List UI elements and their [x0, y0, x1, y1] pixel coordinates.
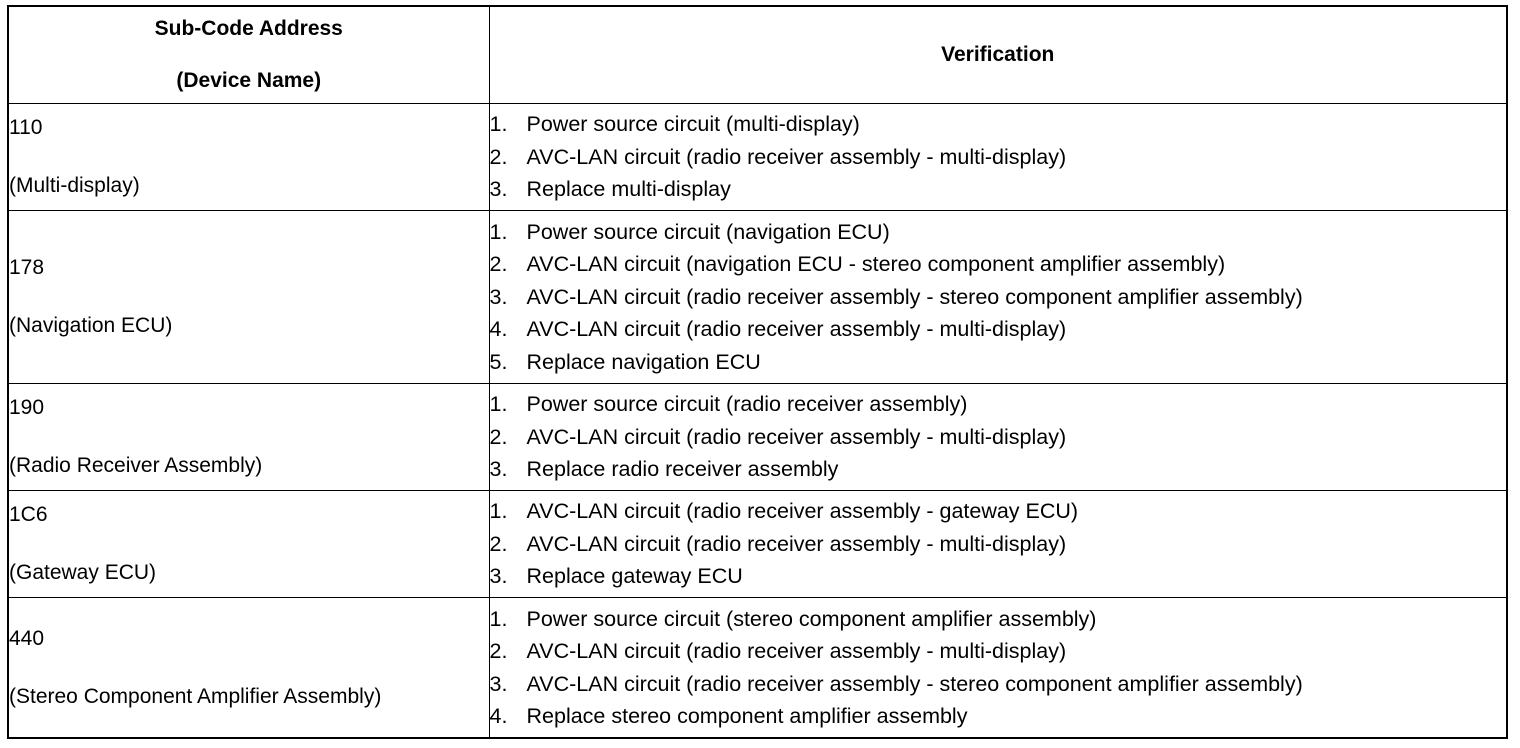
- verification-cell: [489, 104, 1507, 211]
- verification-cell: [489, 211, 1507, 384]
- device-name: (Multi-display): [9, 174, 140, 197]
- step-number: 3.: [489, 671, 508, 696]
- header-sub-code-address: [8, 6, 489, 104]
- table-row: [8, 384, 1507, 491]
- step-text: Power source circuit (multi-display): [526, 112, 860, 137]
- step-text: AVC-LAN circuit (radio receiver assembly - multi-display): [526, 424, 1067, 449]
- sub-code: 190: [9, 396, 45, 419]
- table-row: [8, 491, 1507, 598]
- step-number: 4.: [489, 704, 508, 728]
- step-number: 2.: [489, 531, 508, 556]
- device-name: (Radio Receiver Assembly): [9, 454, 263, 477]
- device-name: (Gateway ECU): [9, 561, 157, 584]
- list-item: [490, 108, 1507, 141]
- step-number: 3.: [489, 177, 508, 202]
- sub-code: 440: [9, 626, 45, 650]
- verification-steps: [490, 495, 1507, 593]
- step-text: Power source circuit (navigation ECU): [526, 219, 890, 244]
- step-text: AVC-LAN circuit (radio receiver assembly - stereo component amplifier assembly): [526, 284, 1303, 309]
- header-address-label: Sub-Code Address: [154, 17, 343, 40]
- verification-steps: [490, 388, 1507, 486]
- step-text: AVC-LAN circuit (radio receiver assembly - multi-display): [526, 531, 1067, 556]
- list-item: [490, 388, 1507, 421]
- step-text: Power source circuit (radio receiver assembly): [526, 392, 968, 417]
- step-number: 3.: [489, 284, 508, 309]
- verification-steps: [490, 603, 1507, 733]
- step-text: Replace navigation ECU: [526, 349, 761, 374]
- list-item: [490, 635, 1507, 668]
- subcode-verification-table: [7, 5, 1508, 739]
- step-text: AVC-LAN circuit (radio receiver assembly - gateway ECU): [526, 499, 1079, 524]
- list-item: [490, 603, 1507, 636]
- step-number: 1.: [489, 219, 508, 244]
- device-name: (Navigation ECU): [9, 314, 173, 337]
- step-text: AVC-LAN circuit (navigation ECU - stereo component amplifier assembly): [526, 252, 1226, 277]
- address-cell: [8, 598, 489, 739]
- header-device-name-label: (Device Name): [176, 69, 322, 92]
- list-item: [490, 216, 1507, 249]
- step-text: AVC-LAN circuit (radio receiver assembly - multi-display): [526, 144, 1067, 169]
- step-number: 2.: [489, 144, 508, 169]
- step-number: 1.: [489, 112, 508, 137]
- verification-cell: [489, 491, 1507, 598]
- sub-code: 110: [9, 116, 43, 139]
- address-cell: [8, 491, 489, 598]
- list-item: [490, 421, 1507, 454]
- step-text: Replace gateway ECU: [526, 564, 743, 589]
- table-header-row: [8, 6, 1507, 104]
- step-number: 2.: [489, 639, 508, 663]
- address-cell: [8, 384, 489, 491]
- table-row: [8, 211, 1507, 384]
- device-name: (Stereo Component Amplifier Assembly): [9, 684, 382, 708]
- step-number: 1.: [489, 606, 508, 631]
- list-item: [490, 700, 1507, 733]
- step-number: 2.: [489, 252, 508, 277]
- list-item: [490, 495, 1507, 528]
- step-text: AVC-LAN circuit (radio receiver assembly - stereo component amplifier assembly): [526, 671, 1303, 696]
- list-item: [490, 453, 1507, 486]
- list-item: [490, 248, 1507, 281]
- step-text: Replace radio receiver assembly: [526, 457, 839, 482]
- step-text: Replace stereo component amplifier assembly: [526, 704, 968, 728]
- step-number: 3.: [489, 564, 508, 589]
- table-row: [8, 598, 1507, 739]
- step-number: 1.: [489, 392, 508, 417]
- verification-cell: [489, 384, 1507, 491]
- sub-code: 1C6: [9, 503, 48, 526]
- verification-steps: [490, 108, 1507, 206]
- step-number: 2.: [489, 424, 508, 449]
- step-text: AVC-LAN circuit (radio receiver assembly - multi-display): [526, 317, 1067, 342]
- header-verification: Verification: [489, 6, 1507, 104]
- list-item: [490, 528, 1507, 561]
- step-number: 1.: [489, 499, 508, 524]
- step-number: 5.: [489, 349, 508, 374]
- list-item: [490, 313, 1507, 346]
- list-item: [490, 668, 1507, 701]
- list-item: [490, 173, 1507, 206]
- list-item: [490, 281, 1507, 314]
- step-text: Replace multi-display: [526, 177, 731, 202]
- address-cell: [8, 211, 489, 384]
- list-item: [490, 346, 1507, 379]
- sub-code: 178: [9, 256, 45, 279]
- step-text: AVC-LAN circuit (radio receiver assembly - multi-display): [526, 639, 1067, 663]
- address-cell: [8, 104, 489, 211]
- step-text: Power source circuit (stereo component amplifier assembly): [526, 606, 1097, 631]
- list-item: [490, 560, 1507, 593]
- verification-cell: [489, 598, 1507, 739]
- list-item: [490, 141, 1507, 174]
- table-row: [8, 104, 1507, 211]
- verification-steps: [490, 216, 1507, 379]
- step-number: 4.: [489, 317, 508, 342]
- step-number: 3.: [489, 457, 508, 482]
